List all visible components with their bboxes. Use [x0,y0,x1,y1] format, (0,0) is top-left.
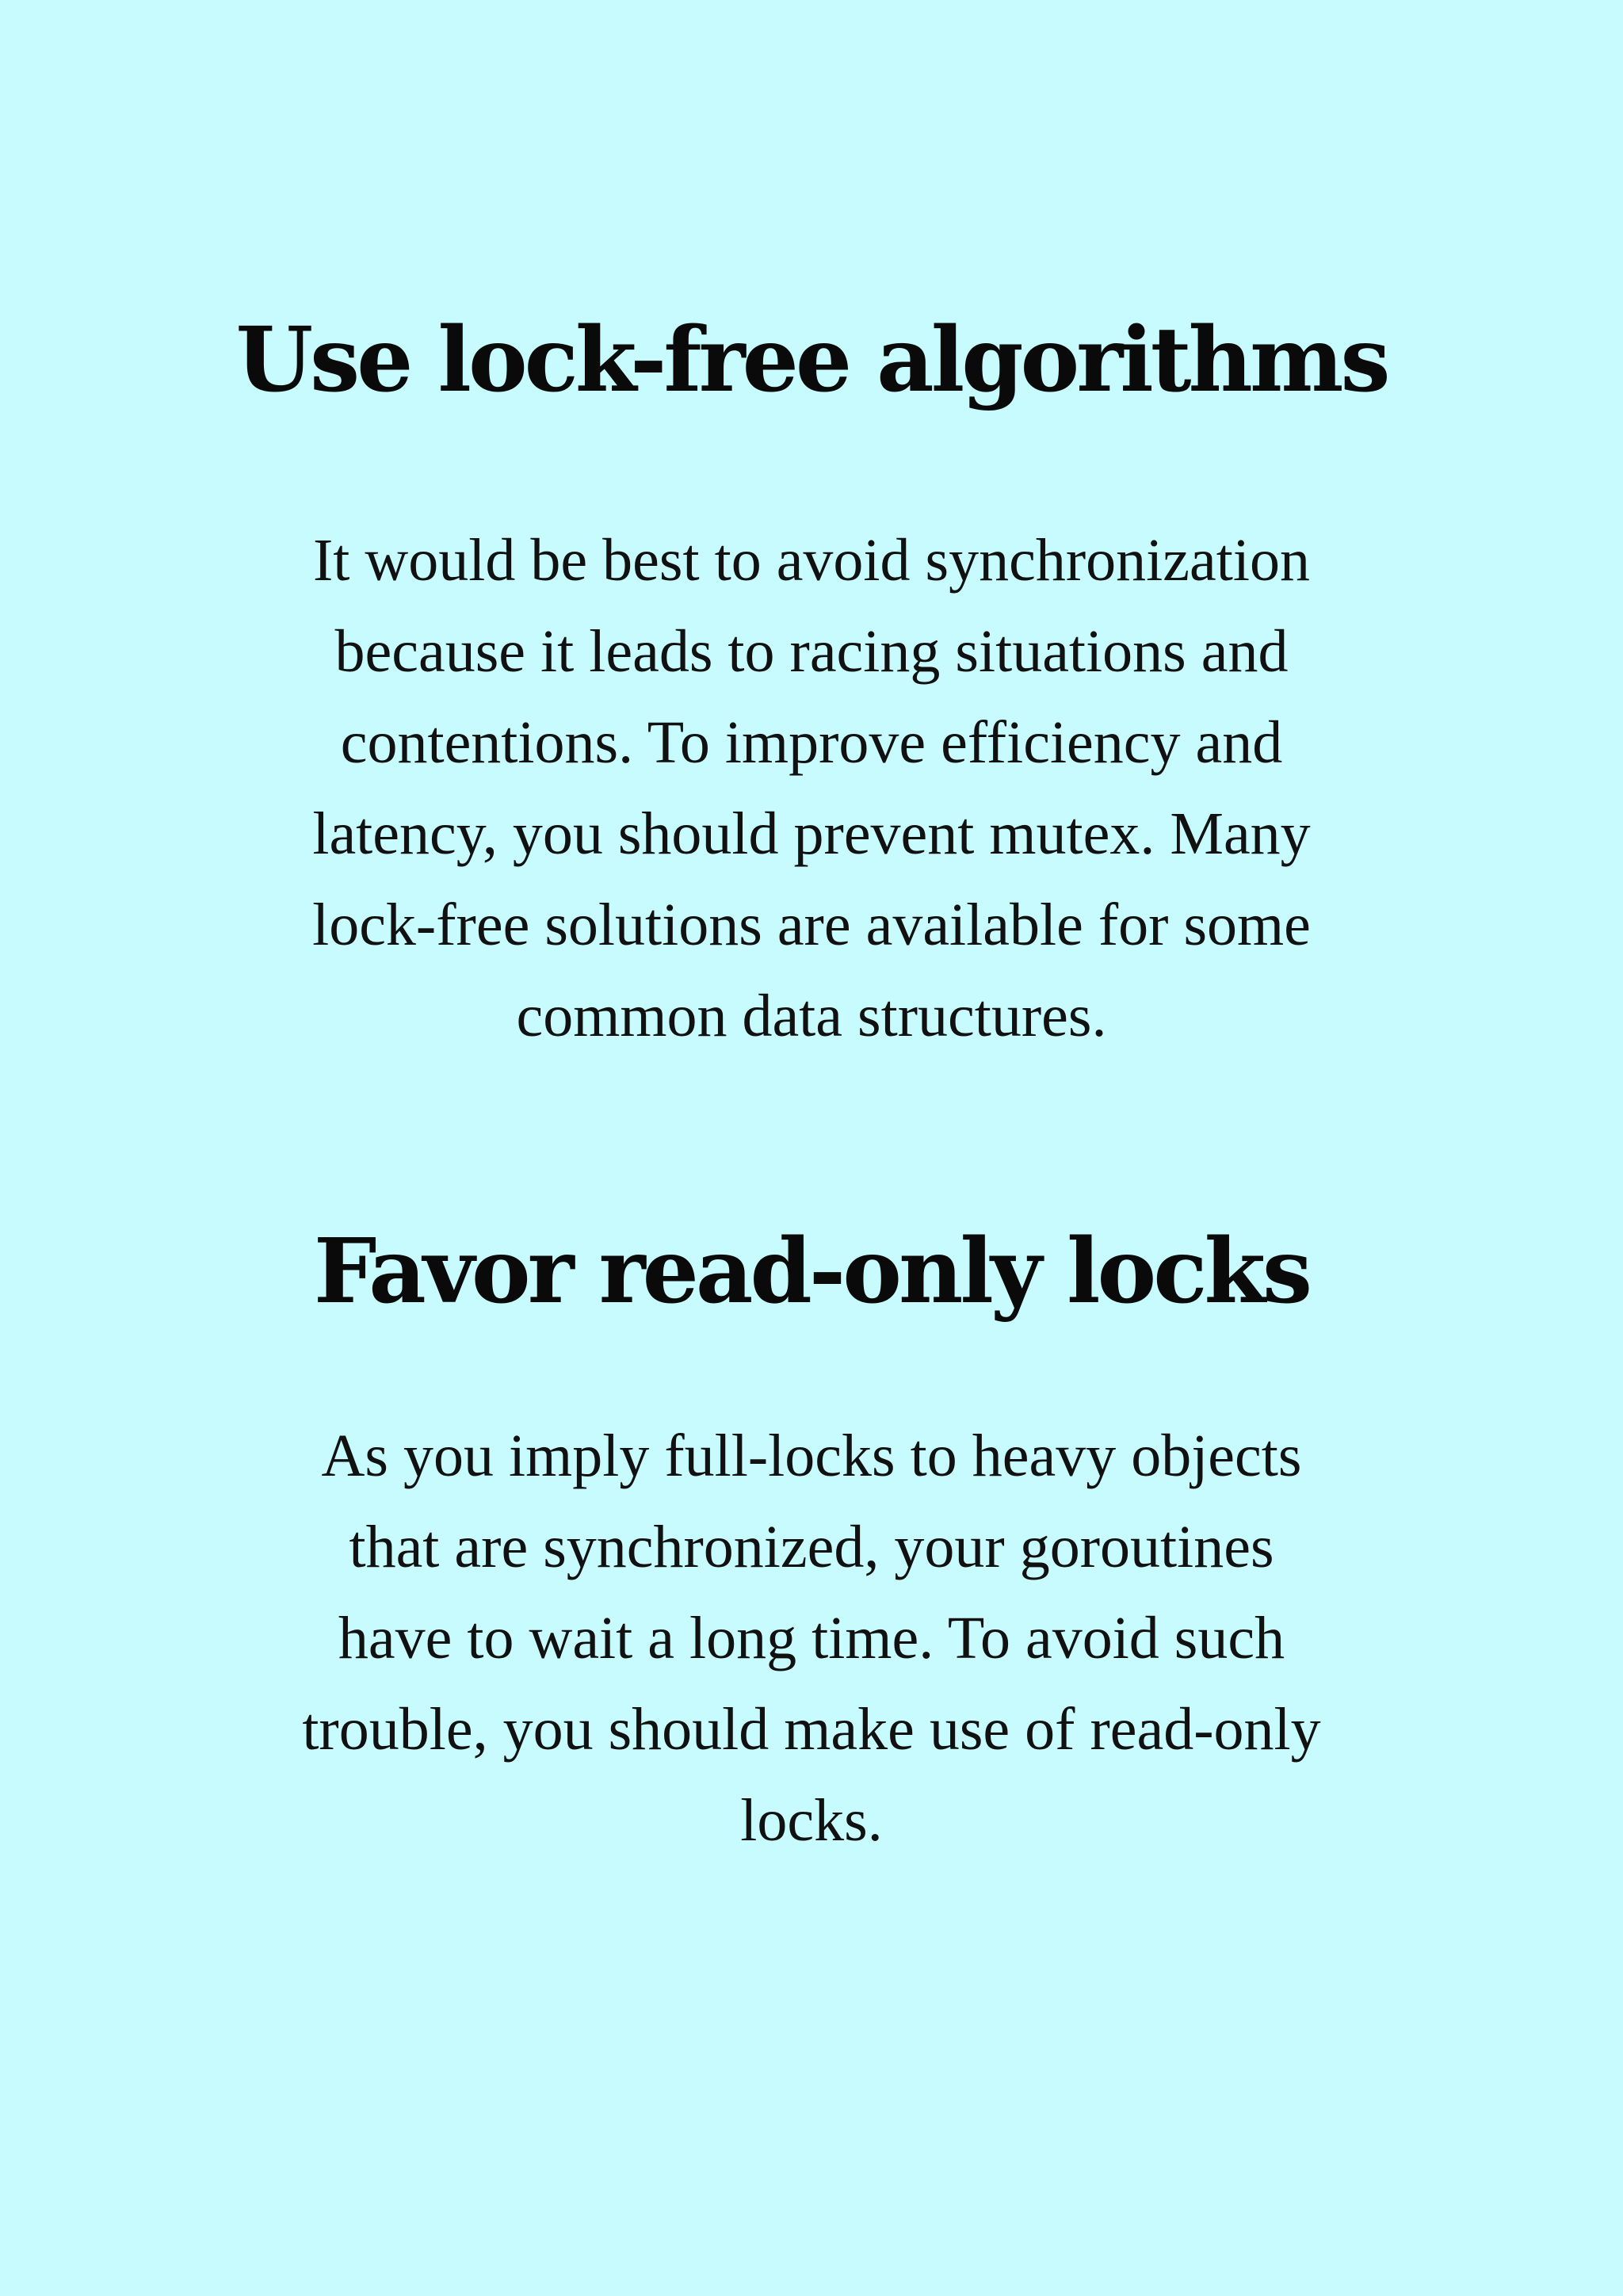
paragraph-line: trouble, you should make use of read-only [302,1696,1321,1763]
section-lock-free-algorithms [0,305,1623,1062]
paragraph-line: locks. [740,1787,883,1854]
paragraph-line: As you imply full-locks to heavy objects [321,1423,1302,1489]
section-heading: Favor read-only locks [313,1220,1310,1324]
paragraph-line: common data structures. [516,983,1107,1049]
section-heading: Use lock-free algorithms [235,308,1388,412]
section-paragraph [0,1411,1623,1866]
section-read-only-locks [0,1217,1623,1866]
paragraph-line: latency, you should prevent mutex. Many [312,800,1311,867]
paragraph-line: lock-free solutions are available for some [312,892,1311,958]
paragraph-line: contentions. To improve efficiency and [340,709,1283,776]
section-paragraph [0,515,1623,1062]
paragraph-line: have to wait a long time. To avoid such [338,1605,1285,1671]
paragraph-line: because it leads to racing situations and [334,618,1289,685]
paragraph-line: It would be best to avoid synchronization [313,527,1310,594]
paragraph-line: that are synchronized, your goroutines [349,1514,1274,1580]
